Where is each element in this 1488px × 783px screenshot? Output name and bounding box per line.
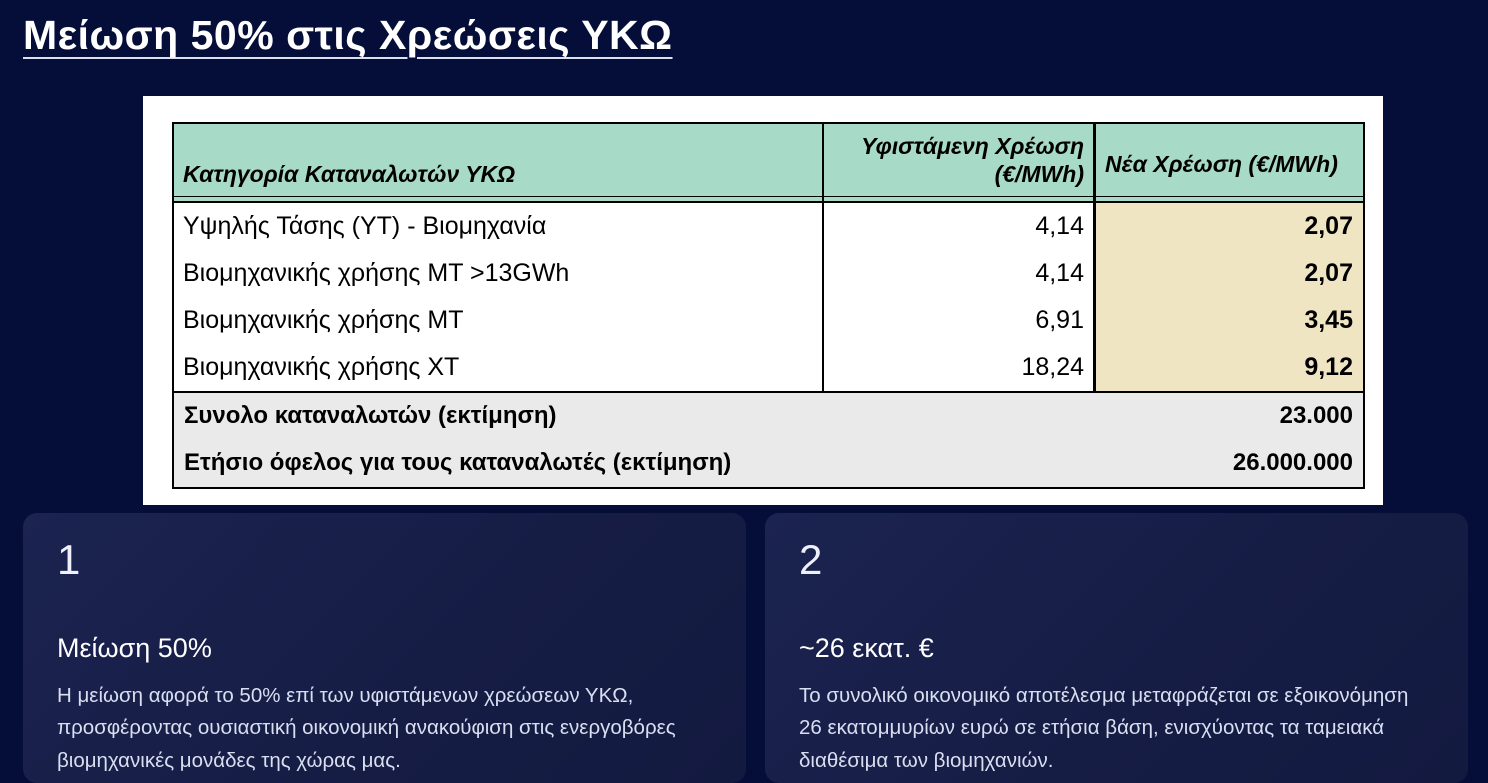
column-header-category: Κατηγορία Καταναλωτών ΥΚΩ xyxy=(183,161,516,188)
column-header-new-charge: Νέα Χρέωση (€/MWh) xyxy=(1093,124,1363,196)
card-heading: Μείωση 50% xyxy=(57,633,212,664)
card-number: 2 xyxy=(799,536,823,583)
row-new-value: 3,45 xyxy=(1093,297,1363,344)
row-category: Βιομηχανικής χρήσης ΜΤ >13GWh xyxy=(183,259,570,287)
pricing-table xyxy=(172,122,1365,489)
card-body: Η μείωση αφορά το 50% επί των υφιστάμενων χρεώσεων ΥΚΩ, προσφέροντας ουσιαστική οικονομική ανακούφιση στις ενεργοβόρες βιομηχανικές μονάδες της χώρας μας. xyxy=(57,684,676,772)
table-row xyxy=(174,203,1363,250)
row-category: Βιομηχανικής χρήσης ΜΤ xyxy=(183,306,464,334)
page-title: Μείωση 50% στις Χρεώσεις ΥΚΩ xyxy=(23,12,673,58)
summary-label: Ετήσιο όφελος για τους καταναλωτές (εκτίμηση) xyxy=(184,449,732,476)
info-card-savings xyxy=(765,513,1468,783)
row-new-value: 2,07 xyxy=(1093,250,1363,297)
table-row xyxy=(174,250,1363,297)
card-number: 1 xyxy=(57,536,81,583)
summary-label: Συνολο καταναλωτών (εκτίμηση) xyxy=(184,402,557,429)
table-row xyxy=(174,344,1363,391)
row-existing-value: 4,14 xyxy=(822,250,1093,297)
table-row xyxy=(174,297,1363,344)
row-existing-value: 18,24 xyxy=(822,344,1093,391)
summary-row xyxy=(174,439,1363,487)
table-header-row xyxy=(174,124,1363,196)
table-panel xyxy=(143,96,1383,505)
row-new-value: 2,07 xyxy=(1093,203,1363,250)
summary-value: 23.000 xyxy=(1279,402,1353,429)
row-category: Υψηλής Τάσης (ΥΤ) - Βιομηχανία xyxy=(183,212,547,240)
header-divider xyxy=(174,196,1363,203)
row-existing-value: 6,91 xyxy=(822,297,1093,344)
row-category: Βιομηχανικής χρήσης ΧΤ xyxy=(183,353,460,381)
info-card-reduction xyxy=(23,513,746,783)
summary-row xyxy=(174,391,1363,439)
summary-value: 26.000.000 xyxy=(1232,449,1353,476)
column-header-existing-charge: Υφιστάμενη Χρέωση (€/MWh) xyxy=(822,124,1093,196)
row-new-value: 9,12 xyxy=(1093,344,1363,391)
card-body: Το συνολικό οικονομικό αποτέλεσμα μεταφράζεται σε εξοικονόμηση 26 εκατομμυρίων ευρώ σε ετήσια βάση, ενισχύοντας τα ταμειακά διαθέσιμα των βιομηχανιών. xyxy=(799,684,1409,772)
row-existing-value: 4,14 xyxy=(822,203,1093,250)
card-heading: ~26 εκατ. € xyxy=(799,633,934,664)
